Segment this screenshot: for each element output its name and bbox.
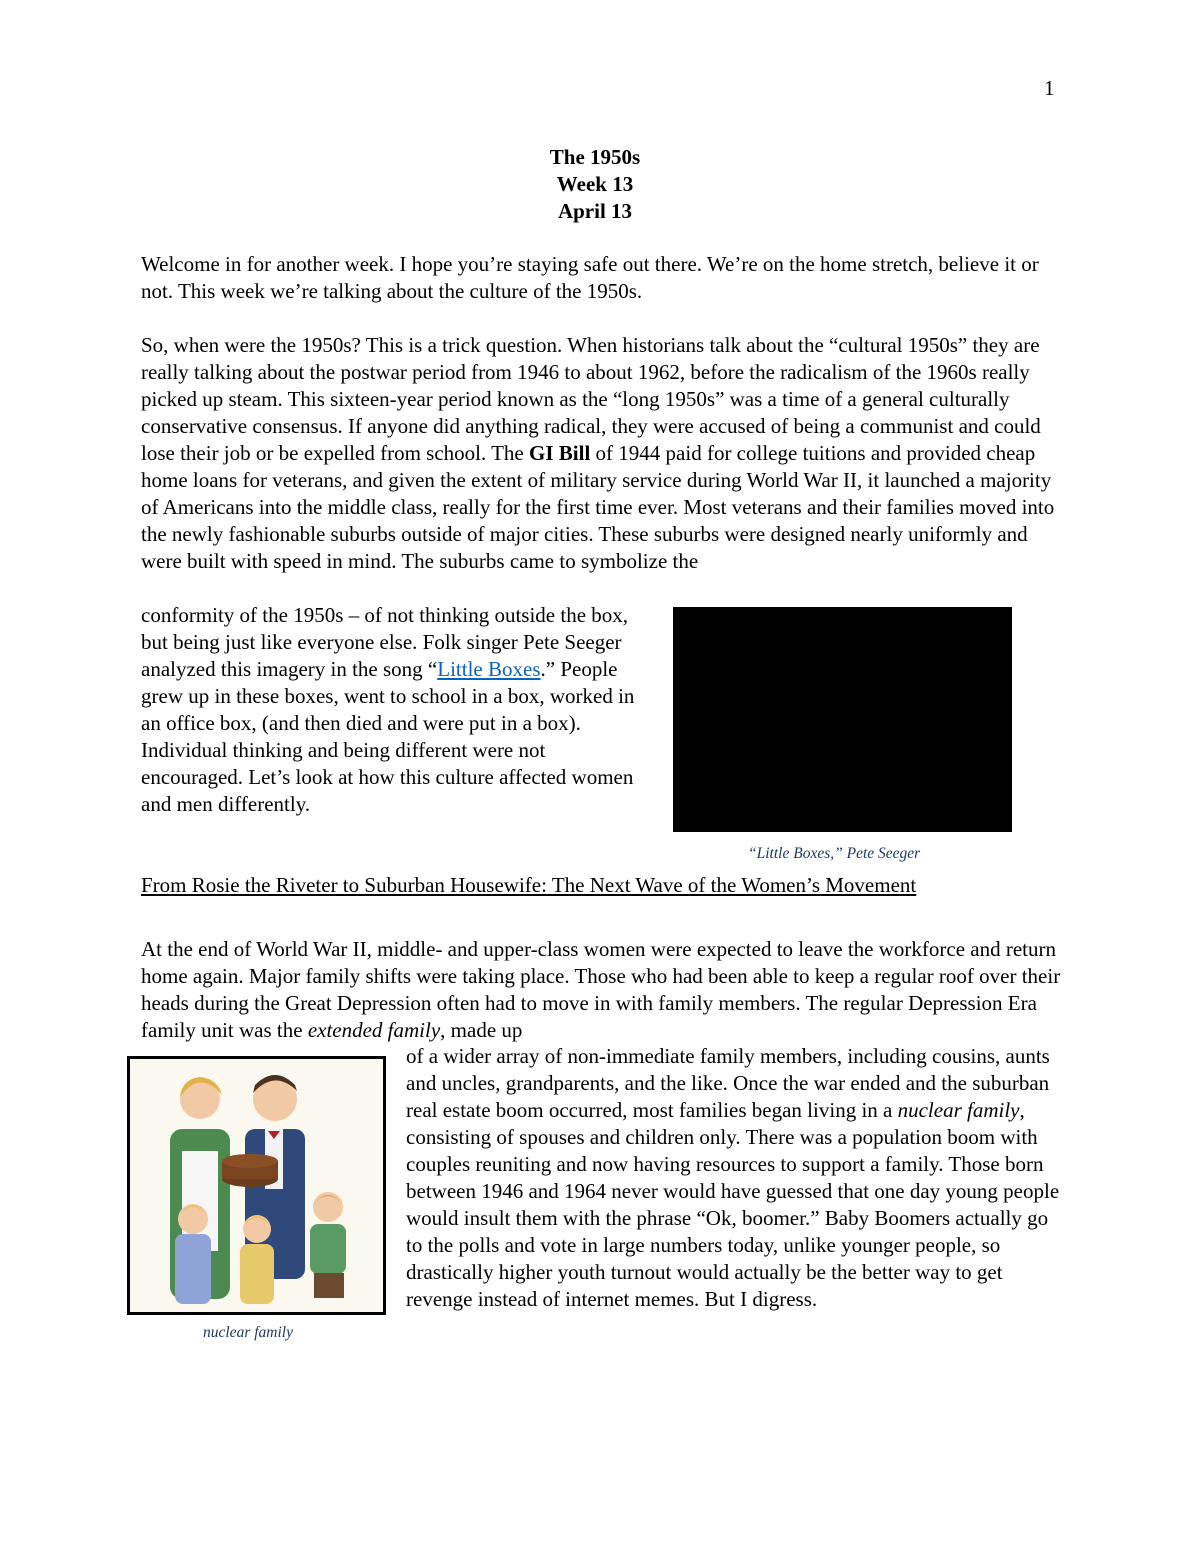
little-boxes-paragraph [141,602,651,818]
little-boxes-link[interactable]: Little Boxes [437,657,541,681]
family-shift-paragraph [141,936,1061,1044]
family-caption: nuclear family [203,1324,293,1341]
paragraph-text: So, when were the 1950s? This is a trick question. When historians talk about the “cultural 1950s” they are really talking about the postwar period from 1946 to about 1962, before the radicalism of the 1960s really picked up steam. This sixteen-year period known as the “long 1950s” was a time of a general culturally conservative consensus. If anyone did anything radical, they were accused of being a communist and could lose their job or be expelled from school. The [141,333,1041,465]
nuclear-family-term: nuclear family [897,1098,1020,1122]
title-line-2: Week 13 [556,172,634,196]
paragraph-text: of a wider array of non-immediate family members, including cousins, aunts and uncles, grandparents, and the like. Once the war ended and the suburban real estate boom occurred, most families began living in a [406,1044,1050,1122]
title-line-3: April 13 [557,199,633,223]
paragraph-text: , consisting of spouses and children only. There was a population boom with couples reuniting and now having resources to support a family. Those born between 1946 and 1964 never would have guessed that one day young people would insult them with the phrase “Ok, boomer.” Baby Boomers actually go to the polls and vote in large numbers today, unlike younger people, so drastically higher youth turnout would actually be the better way to get revenge instead of internet memes. But I digress. [406,1098,1060,1311]
cultural-1950s-paragraph [141,332,1061,575]
nuclear-family-paragraph [406,1043,1066,1313]
paragraph-text: , made up [440,1018,523,1042]
section-heading: From Rosie the Riveter to Suburban Housewife: The Next Wave of the Women’s Movement [141,873,917,897]
video-caption: “Little Boxes,” Pete Seeger [748,845,921,862]
paragraph-text: conformity of the 1950s – of not thinking outside the box, but being just like everyone else. Folk singer Pete Seeger analyzed this imagery in the song “ [141,603,629,681]
gi-bill-term: GI Bill [529,441,591,465]
document-title [0,144,1190,225]
extended-family-term: extended family [307,1018,441,1042]
intro-paragraph: Welcome in for another week. I hope you’re staying safe out there. We’re on the home stretch, believe it or not. This week we’re talking about the culture of the 1950s. [141,252,1039,303]
paragraph-text: of 1944 paid for college tuitions and provided cheap home loans for veterans, and given the extent of military service during World War II, it launched a majority of Americans into the middle class, really for the first time ever. Most veterans and their families moved into the newly fashionable suburbs outside of major cities. These suburbs were designed nearly uniformly and were built with speed in mind. The suburbs came to symbolize the [141,441,1055,573]
page-number: 1 [1044,76,1055,100]
family-illustration-svg [130,1059,383,1312]
paragraph-text: At the end of World War II, middle- and upper-class women were expected to leave the workforce and return home again. Major family shifts were taking place. Those who had been able to keep a regular roof over their heads during the Great Depression often had to move in with family members. The regular Depression Era family unit was the [141,937,1061,1042]
video-embed[interactable] [673,607,1012,832]
nuclear-family-illustration [127,1056,386,1315]
paragraph-text: .” People grew up in these boxes, went to school in a box, worked in an office box, (and then died and were put in a box). Individual thinking and being different were not encouraged. Let’s look at how this culture affected women and men differently. [141,657,635,816]
title-line-1: The 1950s [549,145,641,169]
